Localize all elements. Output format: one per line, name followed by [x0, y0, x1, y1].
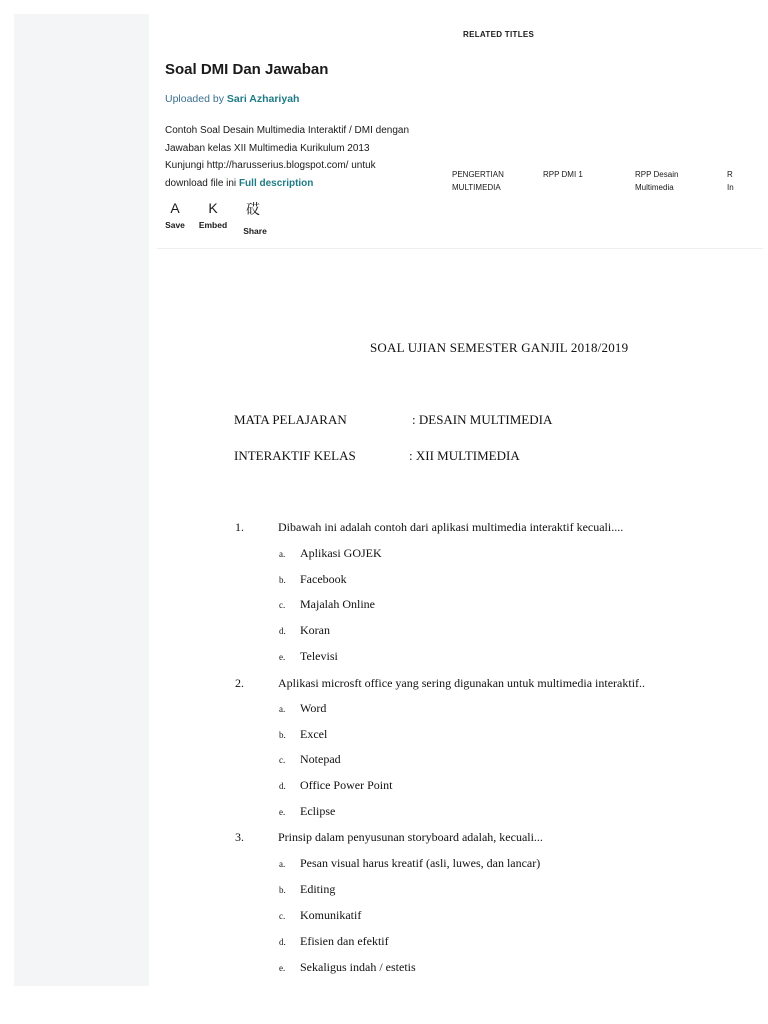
- meta-value: : DESAIN MULTIMEDIA: [412, 412, 553, 427]
- option-text: Sekaligus indah / estetis: [300, 960, 416, 974]
- option-text: Efisien dan efektif: [300, 934, 389, 948]
- question-text: Prinsip dalam penyusunan storyboard adalah, kecuali...: [278, 830, 543, 844]
- description-line-last: [165, 175, 445, 193]
- option-text: Office Power Point: [300, 778, 393, 792]
- related-title-line: RPP Desain: [635, 170, 679, 179]
- save-button[interactable]: [164, 200, 186, 230]
- option-letter: a.: [279, 704, 286, 714]
- embed-button[interactable]: [197, 200, 229, 230]
- option-letter: d.: [279, 626, 286, 636]
- related-title-item[interactable]: [543, 168, 623, 181]
- related-title-line: MULTIMEDIA: [452, 183, 501, 192]
- option-letter: c.: [279, 755, 286, 765]
- question-text: Dibawah ini adalah contoh dari aplikasi multimedia interaktif kecuali....: [278, 520, 624, 534]
- document-header: [157, 14, 763, 249]
- description-line: Contoh Soal Desain Multimedia Interaktif / DMI dengan: [165, 125, 410, 136]
- description-line: Kunjungi http://harusserius.blogspot.com/ untuk: [165, 160, 376, 172]
- share-label: Share: [243, 226, 267, 236]
- description-line: download file ini: [165, 178, 237, 190]
- option-letter: d.: [279, 781, 286, 791]
- share-button[interactable]: [242, 201, 268, 236]
- option-text: Komunikatif: [300, 908, 362, 922]
- meta-label: MATA PELAJARAN: [234, 412, 347, 427]
- document-page: [157, 260, 763, 1000]
- embed-icon: K: [208, 200, 218, 216]
- option-text: Televisi: [300, 649, 338, 663]
- option-text: Facebook: [300, 572, 347, 586]
- related-title-line: PENGERTIAN: [452, 170, 504, 179]
- option-text: Pesan visual harus kreatif (asli, luwes, dan lancar): [300, 856, 541, 870]
- uploaded-by-label: Uploaded by: [165, 93, 224, 105]
- meta-row: [234, 448, 520, 464]
- meta-value: : XII MULTIMEDIA: [409, 448, 520, 463]
- left-sidebar: [14, 14, 149, 986]
- option-text: Majalah Online: [300, 597, 375, 611]
- option-text: Koran: [300, 623, 330, 637]
- option-text: Editing: [300, 882, 336, 896]
- full-description-link[interactable]: Full description: [238, 178, 314, 190]
- option-text: Eclipse: [300, 804, 336, 818]
- question-number: 2.: [235, 676, 244, 690]
- description-line: Jawaban kelas XII Multimedia Kurikulum 2013: [165, 142, 370, 154]
- related-titles-heading: RELATED TITLES: [463, 30, 535, 39]
- option-letter: c.: [279, 600, 286, 610]
- option-letter: b.: [279, 575, 286, 585]
- question-number: 3.: [235, 830, 244, 844]
- option-text: Word: [300, 701, 327, 715]
- option-letter: b.: [279, 730, 286, 740]
- save-label: Save: [165, 220, 185, 230]
- related-title-line: Multimedia: [635, 183, 674, 192]
- meta-label: INTERAKTIF KELAS: [234, 448, 356, 463]
- option-letter: a.: [279, 859, 286, 869]
- related-title-item[interactable]: [452, 168, 532, 194]
- option-text: Excel: [300, 727, 328, 741]
- related-title-line: R: [727, 170, 733, 179]
- save-icon: A: [170, 200, 180, 216]
- question-number: 1.: [235, 520, 244, 534]
- embed-label: Embed: [198, 220, 228, 230]
- option-letter: e.: [279, 652, 286, 662]
- option-text: Notepad: [300, 752, 341, 766]
- related-title-line: RPP DMI 1: [543, 170, 583, 179]
- document-description: [165, 122, 445, 193]
- share-icon: 砹: [246, 201, 260, 217]
- option-letter: e.: [279, 963, 286, 973]
- related-title-line: In: [727, 183, 734, 192]
- related-title-item[interactable]: [727, 168, 757, 194]
- document-title: Soal DMI Dan Jawaban: [165, 61, 329, 78]
- meta-row: [234, 412, 553, 428]
- exam-heading: SOAL UJIAN SEMESTER GANJIL 2018/2019: [370, 340, 629, 355]
- option-letter: b.: [279, 885, 286, 895]
- option-letter: a.: [279, 549, 286, 559]
- related-title-item[interactable]: [635, 168, 715, 194]
- option-text: Aplikasi GOJEK: [300, 546, 382, 560]
- option-letter: d.: [279, 937, 286, 947]
- uploader-line: [165, 93, 299, 105]
- option-letter: e.: [279, 807, 286, 817]
- uploader-link[interactable]: Sari Azhariyah: [226, 93, 300, 105]
- option-letter: c.: [279, 911, 286, 921]
- question-text: Aplikasi microsft office yang sering digunakan untuk multimedia interaktif..: [278, 676, 646, 690]
